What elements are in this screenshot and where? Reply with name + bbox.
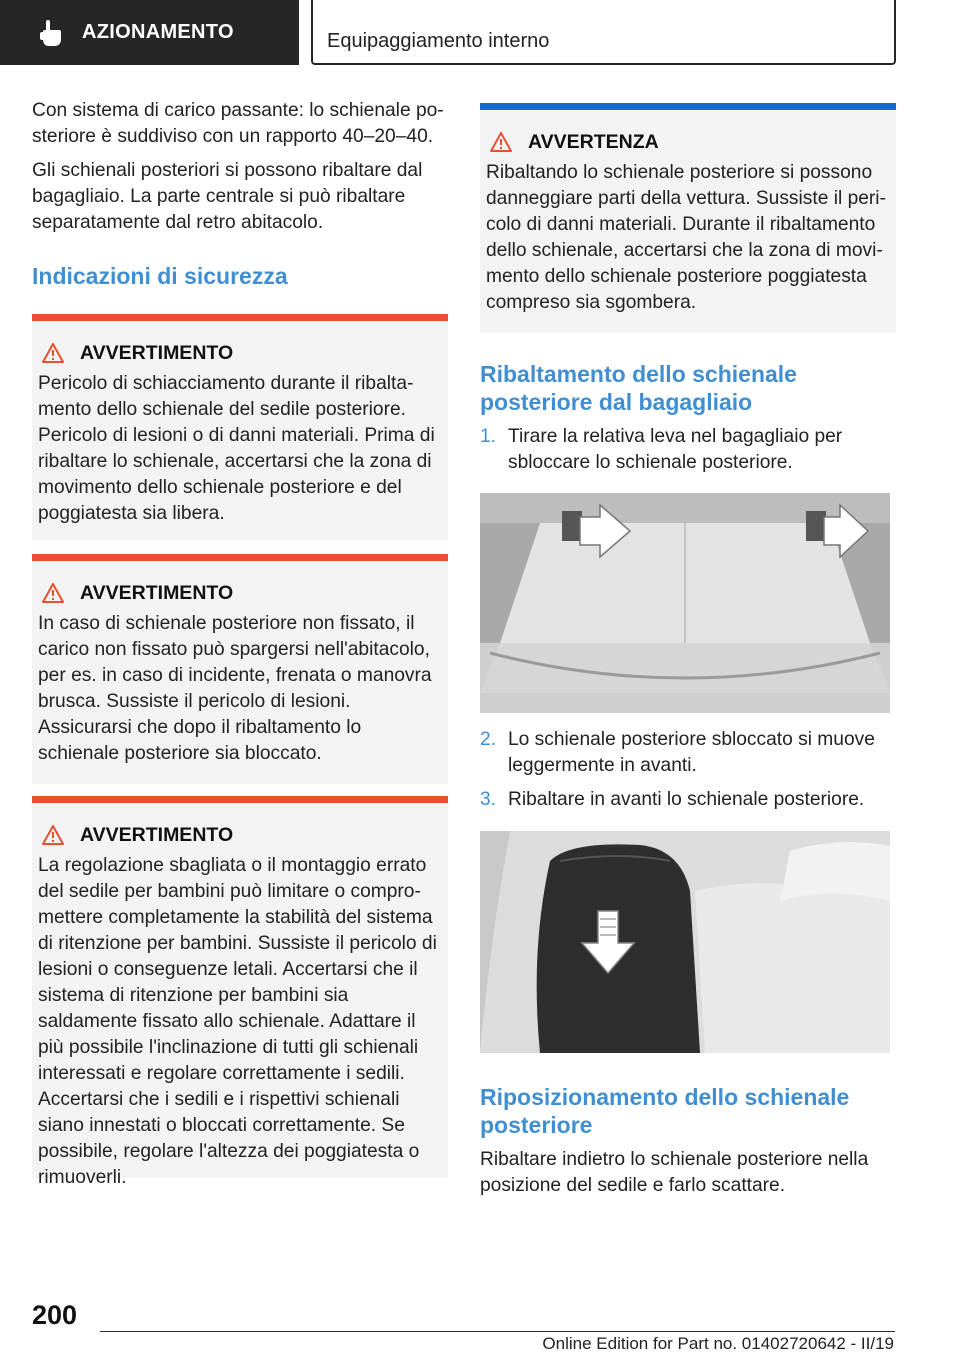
warning-triangle-icon xyxy=(490,132,512,152)
warning-text: In caso di schienale posteriore non fissato, il carico non fissato può spargersi nell'abitacolo, per es. in caso di incidente, frenata o manovra brusca. Sussiste il pericolo di lesioni. Assicurarsi che dopo il ribaltamento lo schienale posteriore sia bloccato. xyxy=(38,613,432,764)
warning-triangle-icon xyxy=(42,583,64,603)
intro-paragraph-2: Gli schienali posteriori si possono ribaltare dal bagagliaio. La parte centrale si può ribaltare separatamente dal retro abitacolo. xyxy=(32,160,423,233)
left-column xyxy=(32,98,448,1188)
warning-triangle-icon xyxy=(42,825,64,845)
list-item xyxy=(480,787,896,813)
section-header xyxy=(0,0,299,65)
footer-edition: Online Edition for Part no. 01402720642 - II/19 xyxy=(542,1334,894,1353)
reposition-heading: Riposizionamento dello schienale posteriore xyxy=(480,1084,850,1138)
warning-box-1 xyxy=(32,314,448,540)
fold-heading: Ribaltamento dello schienale posteriore dal bagagliaio xyxy=(480,361,797,415)
trunk-release-lever-image xyxy=(480,493,890,713)
safety-heading: Indicazioni di sicurezza xyxy=(32,263,288,289)
step-text: Tirare la relativa leva nel bagagliaio per sbloccare lo schienale posteriore. xyxy=(508,426,843,473)
warning-title: AVVERTIMENTO xyxy=(80,823,234,846)
chapter-tab xyxy=(311,0,896,65)
footer-divider xyxy=(100,1331,895,1332)
list-item xyxy=(480,424,896,476)
right-column xyxy=(480,103,896,1207)
hand-pointer-icon xyxy=(40,20,62,46)
page-number: 200 xyxy=(32,1300,78,1330)
section-title: AZIONAMENTO xyxy=(82,21,234,43)
warning-text: La regolazione sbagliata o il montaggio errato del sedile per bambini può limitare o compromettere completamente la stabilità del sistema di ritenzione per bambini. Sussiste il pericolo di lesioni o conseguenze letali. Accertarsi che il sistema di ritenzione per bambini sia saldamente fissato allo schienale. Adattare il più possibile l'inclinazione di tutti gli schienali interessati e regolare correttamente i sedili. Accertarsi che i sedili e i rispettivi schienali siano innestati o bloccati correttamente. Se possibile, regolare l'altezza dei poggiatesta o rimuoverli. xyxy=(38,855,437,1188)
warning-title: AVVERTIMENTO xyxy=(80,581,234,604)
warning-text: Pericolo di schiacciamento durante il ribaltamento dello schienale del sedile posteriore. Pericolo di lesioni o di danni materiali. Prima di ribaltare lo schienale, accertarsi che la zona di movimento dello schienale posteriore e del poggiatesta sia libera. xyxy=(38,373,435,524)
warning-triangle-icon xyxy=(42,343,64,363)
fold-steps xyxy=(480,424,896,476)
step-number: 3. xyxy=(480,789,497,810)
step-number: 1. xyxy=(480,426,497,447)
step-text: Lo schienale posteriore sbloccato si muove leggermente in avanti. xyxy=(508,729,875,776)
fold-steps-continued xyxy=(480,727,896,813)
step-text: Ribaltare in avanti lo schienale posteriore. xyxy=(508,789,865,810)
warning-box-2 xyxy=(32,554,448,784)
chapter-title: Equipaggiamento interno xyxy=(327,30,550,52)
list-item xyxy=(480,727,896,779)
reposition-text: Ribaltare indietro lo schienale posteriore nella posizione del sedile e farlo scattare. xyxy=(480,1149,869,1196)
intro-paragraph-1: Con sistema di carico passante: lo schienale posteriore è suddiviso con un rapporto 40–20–40. xyxy=(32,100,444,147)
step-number: 2. xyxy=(480,729,497,750)
caution-box xyxy=(480,103,896,333)
warning-title: AVVERTIMENTO xyxy=(80,341,234,364)
seatback-fold-forward-image xyxy=(480,831,890,1053)
caution-title: AVVERTENZA xyxy=(528,130,659,153)
caution-text: Ribaltando lo schienale posteriore si possono danneggiare parti della vettura. Sussiste il pericolo di danni materiali. Durante il ribaltamento dello schienale, accertarsi che la zona di movimento dello schienale posteriore poggiatesta compreso sia sgombera. xyxy=(486,162,886,313)
warning-box-3 xyxy=(32,796,448,1188)
